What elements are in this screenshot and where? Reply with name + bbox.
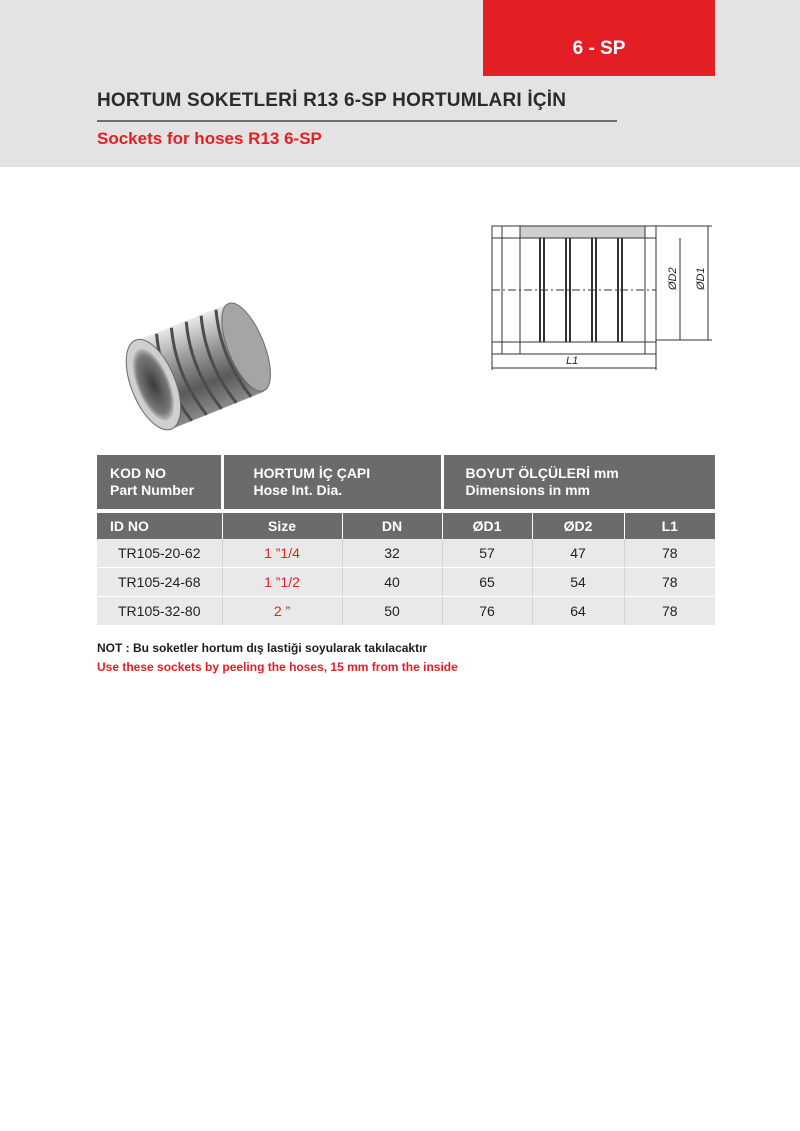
cell-d1: 57: [442, 539, 532, 568]
col-header-d1: ØD1: [442, 511, 532, 539]
cell-d1: 76: [442, 597, 532, 626]
col-header-d2: ØD2: [532, 511, 624, 539]
kod-header: [97, 455, 222, 511]
col-header-l1: L1: [624, 511, 715, 539]
cell-dn: 50: [342, 597, 442, 626]
cell-d2: 64: [532, 597, 624, 626]
table-row: [97, 568, 715, 597]
cell-id: TR105-20-62: [97, 539, 222, 568]
spec-table: [97, 455, 715, 626]
cell-dn: 40: [342, 568, 442, 597]
cell-size: 2 ”: [222, 597, 342, 626]
page-subtitle: Sockets for hoses R13 6-SP: [97, 129, 322, 148]
hortum-header: [222, 455, 442, 511]
label-d1: ØD1: [695, 267, 707, 290]
boyut-header-tr: BOYUT ÖLÇÜLERİ mm: [465, 465, 619, 481]
col-header-size: Size: [222, 511, 342, 539]
cell-id: TR105-24-68: [97, 568, 222, 597]
cell-d2: 47: [532, 539, 624, 568]
table-row: [97, 539, 715, 568]
hortum-header-tr: HORTUM İÇ ÇAPI: [253, 465, 371, 481]
cell-d2: 54: [532, 568, 624, 597]
kod-header-en: Part Number: [110, 482, 195, 498]
title-divider: [97, 120, 617, 122]
label-l1: L1: [566, 355, 579, 367]
series-badge: [483, 0, 715, 76]
cell-l1: 78: [624, 568, 715, 597]
cell-l1: 78: [624, 539, 715, 568]
col-header-dn: DN: [342, 511, 442, 539]
cell-size: 1 ”1/4: [222, 539, 342, 568]
note-en: Use these sockets by peeling the hoses, 15 mm from the inside: [97, 660, 458, 674]
cell-d1: 65: [442, 568, 532, 597]
socket-photo: [110, 285, 285, 450]
cell-size: 1 ”1/2: [222, 568, 342, 597]
column-header-row: [97, 511, 715, 539]
label-d2: ØD2: [667, 267, 679, 290]
col-header-id: ID NO: [97, 511, 222, 539]
cell-l1: 78: [624, 597, 715, 626]
group-header-row: [97, 455, 715, 511]
kod-header-tr: KOD NO: [110, 465, 166, 481]
cell-dn: 32: [342, 539, 442, 568]
boyut-header: [442, 455, 715, 511]
series-badge-label: 6 - SP: [572, 38, 626, 59]
technical-drawing: [480, 212, 720, 377]
cell-id: TR105-32-80: [97, 597, 222, 626]
page-title: HORTUM SOKETLERİ R13 6-SP HORTUMLARI İÇİN: [97, 90, 567, 111]
table-row: [97, 597, 715, 626]
boyut-header-en: Dimensions in mm: [465, 482, 590, 498]
note-tr: NOT : Bu soketler hortum dış lastiği soyularak takılacaktır: [97, 641, 428, 655]
hortum-header-en: Hose Int. Dia.: [253, 482, 343, 498]
